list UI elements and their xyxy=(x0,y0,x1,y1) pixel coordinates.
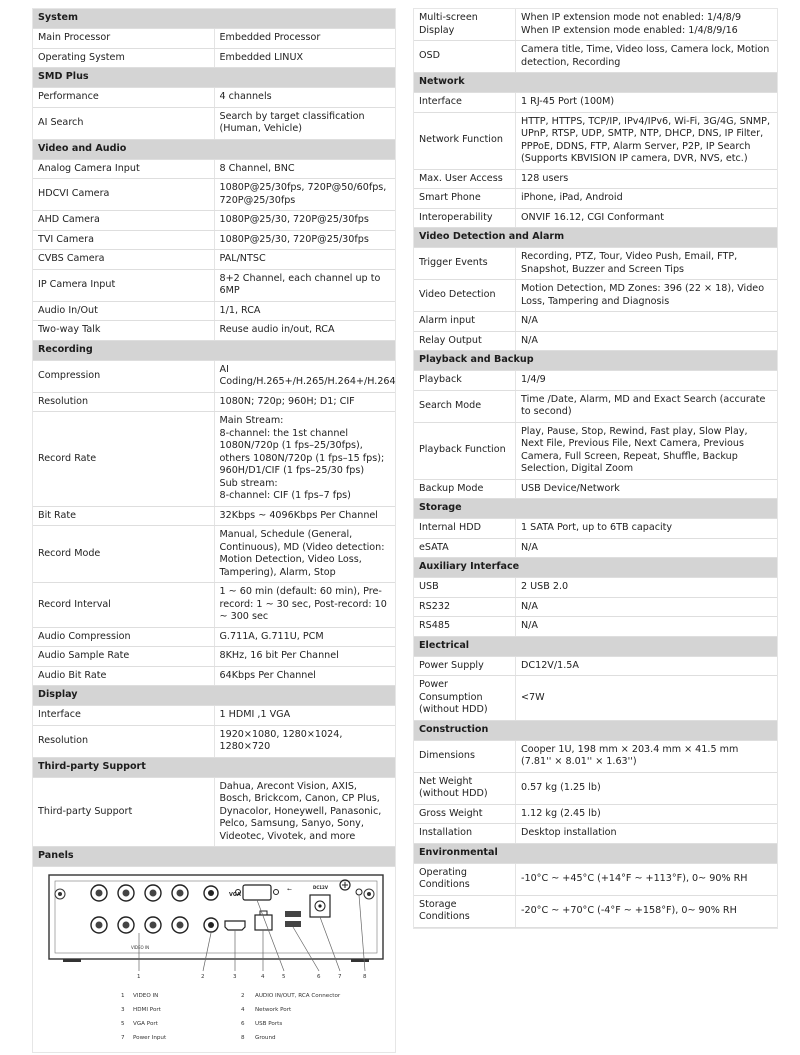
spec-label: Two-way Talk xyxy=(33,321,214,341)
svg-text:Network Port: Network Port xyxy=(255,1007,292,1013)
spec-value: Dahua, Arecont Vision, AXIS, Bosch, Brickcom, Canon, CP Plus, Dynacolor, Honeywell, Panasonic, Pelco, Samsung, Sanyo, Sony, Videotec, Vivotek, and more xyxy=(214,777,395,847)
section-header-recording xyxy=(33,340,395,360)
section-header-system xyxy=(33,9,395,29)
spec-label: RS485 xyxy=(414,617,516,637)
spec-row-internal-hdd xyxy=(414,519,777,539)
spec-label: Internal HDD xyxy=(414,519,516,539)
svg-text:AUDIO IN/OUT, RCA Connector: AUDIO IN/OUT, RCA Connector xyxy=(255,993,341,999)
spec-label: TVI Camera xyxy=(33,230,214,250)
spec-label: Multi-screen Display xyxy=(414,9,516,41)
spec-label: Search Mode xyxy=(414,390,516,422)
spec-value: 8+2 Channel, each channel up to 6MP xyxy=(214,269,395,301)
vga-port-label: VGA xyxy=(229,892,241,898)
spec-value: N/A xyxy=(516,597,778,617)
spec-value: Reuse audio in/out, RCA xyxy=(214,321,395,341)
spec-row-audio-compression xyxy=(33,627,395,647)
callout-2: 2 xyxy=(201,974,205,980)
usb-symbol-icon: ⭠ xyxy=(287,886,292,893)
section-title: Construction xyxy=(414,720,777,740)
spec-value: 128 users xyxy=(516,169,778,189)
svg-text:6: 6 xyxy=(241,1021,245,1027)
spec-label: RS232 xyxy=(414,597,516,617)
svg-text:HDMI Port: HDMI Port xyxy=(133,1007,161,1013)
panel-legend xyxy=(121,993,341,1041)
spec-label: Main Processor xyxy=(33,29,214,49)
spec-value: Recording, PTZ, Tour, Video Push, Email, FTP, Snapshot, Buzzer and Screen Tips xyxy=(516,248,778,280)
spec-row-performance xyxy=(33,88,395,108)
spec-value: DC12V/1.5A xyxy=(516,656,778,676)
section-header-construction xyxy=(414,720,777,740)
svg-text:Ground: Ground xyxy=(255,1035,276,1041)
spec-label: Dimensions xyxy=(414,740,516,772)
spec-value: Time /Date, Alarm, MD and Exact Search (accurate to second) xyxy=(516,390,778,422)
section-title: Auxiliary Interface xyxy=(414,558,777,578)
spec-label: CVBS Camera xyxy=(33,250,214,270)
spec-label: Audio In/Out xyxy=(33,301,214,321)
spec-value: AI Coding/H.265+/H.265/H.264+/H.264 xyxy=(214,360,395,392)
callout-5: 5 xyxy=(282,974,286,980)
svg-text:5: 5 xyxy=(121,1021,125,1027)
spec-value: USB Device/Network xyxy=(516,479,778,499)
section-title: System xyxy=(33,9,395,29)
spec-row-operating-conditions xyxy=(414,863,777,895)
spec-label: OSD xyxy=(414,41,516,73)
spec-row-playback-function xyxy=(414,422,777,479)
section-title: Video and Audio xyxy=(33,139,395,159)
screw-icon xyxy=(367,892,371,896)
spec-value: N/A xyxy=(516,538,778,558)
spec-label: Max. User Access xyxy=(414,169,516,189)
spec-row-ahd-camera xyxy=(33,211,395,231)
spec-row-record-mode xyxy=(33,526,395,583)
spec-label: Performance xyxy=(33,88,214,108)
spec-row-power-supply xyxy=(414,656,777,676)
spec-row-rs485 xyxy=(414,617,777,637)
spec-value: Search by target classification (Human, Vehicle) xyxy=(214,107,395,139)
spec-label: Gross Weight xyxy=(414,804,516,824)
spec-row-ai-search xyxy=(33,107,395,139)
section-header-playback-and-backup xyxy=(414,351,777,371)
right-spec-table xyxy=(414,9,777,928)
spec-value: 8KHz, 16 bit Per Channel xyxy=(214,647,395,667)
spec-row-power-consumption-without-hdd xyxy=(414,676,777,721)
spec-value: -20°C ~ +70°C (-4°F ~ +158°F), 0~ 90% RH xyxy=(516,895,778,927)
callout-4: 4 xyxy=(261,974,265,980)
spec-value: 1 RJ-45 Port (100M) xyxy=(516,93,778,113)
spec-label: Playback Function xyxy=(414,422,516,479)
spec-row-max-user-access xyxy=(414,169,777,189)
spec-label: Trigger Events xyxy=(414,248,516,280)
callout-numbers xyxy=(137,974,367,980)
spec-label: Video Detection xyxy=(414,280,516,312)
spec-label: Record Rate xyxy=(33,412,214,507)
spec-row-audio-in-out xyxy=(33,301,395,321)
spec-value: 4 channels xyxy=(214,88,395,108)
spec-value: 1 HDMI ,1 VGA xyxy=(214,706,395,726)
spec-value: When IP extension mode not enabled: 1/4/8/9 When IP extension mode enabled: 1/4/8/9/16 xyxy=(516,9,778,41)
spec-value: ONVIF 16.12, CGI Conformant xyxy=(516,208,778,228)
spec-value: 1/1, RCA xyxy=(214,301,395,321)
svg-text:VIDEO IN: VIDEO IN xyxy=(133,993,159,999)
spec-label: Resolution xyxy=(33,392,214,412)
spec-row-audio-sample-rate xyxy=(33,647,395,667)
spec-value: G.711A, G.711U, PCM xyxy=(214,627,395,647)
spec-row-relay-output xyxy=(414,331,777,351)
spec-row-cvbs-camera xyxy=(33,250,395,270)
spec-label: Installation xyxy=(414,824,516,844)
spec-row-interoperability xyxy=(414,208,777,228)
spec-label: Storage Conditions xyxy=(414,895,516,927)
spec-value: 32Kbps ~ 4096Kbps Per Channel xyxy=(214,506,395,526)
spec-label: Operating System xyxy=(33,48,214,68)
spec-value: HTTP, HTTPS, TCP/IP, IPv4/IPv6, Wi-Fi, 3G/4G, SNMP, UPnP, RTSP, UDP, SMTP, NTP, DHCP, DNS, IP Filter, PPPoE, DDNS, FTP, Alarm Server, P2P, IP Search (Supports KBVISION IP camera, DVR, NVS, etc.) xyxy=(516,112,778,169)
section-title: Storage xyxy=(414,499,777,519)
spec-label: Alarm input xyxy=(414,312,516,332)
spec-label: Resolution xyxy=(33,725,214,757)
section-title: Panels xyxy=(33,847,395,867)
section-header-third-party-support xyxy=(33,757,395,777)
spec-value: Motion Detection, MD Zones: 396 (22 × 18), Video Loss, Tampering and Diagnosis xyxy=(516,280,778,312)
spec-label: Interoperability xyxy=(414,208,516,228)
spec-row-record-rate xyxy=(33,412,395,507)
spec-value: Play, Pause, Stop, Rewind, Fast play, Slow Play, Next File, Previous File, Next Camera, Previous Camera, Full Screen, Repeat, Shuffle, Backup Selection, Digital Zoom xyxy=(516,422,778,479)
spec-row-smart-phone xyxy=(414,189,777,209)
spec-row-alarm-input xyxy=(414,312,777,332)
spec-value: Camera title, Time, Video loss, Camera lock, Motion detection, Recording xyxy=(516,41,778,73)
section-header-auxiliary-interface xyxy=(414,558,777,578)
spec-value: N/A xyxy=(516,617,778,637)
rear-panel-diagram xyxy=(33,867,395,1052)
spec-row-bit-rate xyxy=(33,506,395,526)
section-header-network xyxy=(414,73,777,93)
section-title: SMD Plus xyxy=(33,68,395,88)
spec-value: Manual, Schedule (General, Continuous), MD (Video detection: Motion Detection, Video Loss, Tampering), Alarm, Stop xyxy=(214,526,395,583)
section-header-storage xyxy=(414,499,777,519)
spec-label: Net Weight (without HDD) xyxy=(414,772,516,804)
svg-text:Power Input: Power Input xyxy=(133,1035,167,1041)
spec-row-esata xyxy=(414,538,777,558)
spec-label: eSATA xyxy=(414,538,516,558)
spec-label: Playback xyxy=(414,371,516,391)
section-title: Recording xyxy=(33,340,395,360)
spec-value: iPhone, iPad, Android xyxy=(516,189,778,209)
spec-row-dimensions xyxy=(414,740,777,772)
spec-value: Main Stream: 8-channel: the 1st channel 1080N/720p (1 fps–25/30fps), others 1080N/720p (1 fps–15 fps); 960H/D1/CIF (1 fps–25/30 fps) Sub stream: 8-channel: CIF (1 fps–7 fps) xyxy=(214,412,395,507)
svg-text:3: 3 xyxy=(121,1007,125,1013)
left-spec-column xyxy=(32,8,396,1053)
rear-panel-figure xyxy=(33,867,395,1052)
section-header-display xyxy=(33,686,395,706)
spec-value: N/A xyxy=(516,312,778,332)
spec-value: 1.12 kg (2.45 lb) xyxy=(516,804,778,824)
spec-row-installation xyxy=(414,824,777,844)
callout-6: 6 xyxy=(317,974,321,980)
section-title: Network xyxy=(414,73,777,93)
spec-row-interface xyxy=(414,93,777,113)
spec-value: 1/4/9 xyxy=(516,371,778,391)
spec-value: 1920×1080, 1280×1024, 1280×720 xyxy=(214,725,395,757)
spec-label: USB xyxy=(414,578,516,598)
spec-row-backup-mode xyxy=(414,479,777,499)
dc-port-label: DC12V xyxy=(313,885,328,890)
spec-label: AHD Camera xyxy=(33,211,214,231)
spec-label: Relay Output xyxy=(414,331,516,351)
section-header-video-and-audio xyxy=(33,139,395,159)
spec-row-net-weight-without-hdd xyxy=(414,772,777,804)
section-title: Third-party Support xyxy=(33,757,395,777)
spec-label: Power Consumption (without HDD) xyxy=(414,676,516,721)
section-header-environmental xyxy=(414,843,777,863)
spec-label: Compression xyxy=(33,360,214,392)
spec-value: 64Kbps Per Channel xyxy=(214,666,395,686)
spec-row-compression xyxy=(33,360,395,392)
spec-value: 8 Channel, BNC xyxy=(214,159,395,179)
spec-label: Audio Sample Rate xyxy=(33,647,214,667)
spec-row-playback xyxy=(414,371,777,391)
spec-row-osd xyxy=(414,41,777,73)
spec-value: Desktop installation xyxy=(516,824,778,844)
spec-value: Embedded Processor xyxy=(214,29,395,49)
spec-value: N/A xyxy=(516,331,778,351)
spec-label: Network Function xyxy=(414,112,516,169)
spec-label: Analog Camera Input xyxy=(33,159,214,179)
spec-row-network-function xyxy=(414,112,777,169)
spec-row-operating-system xyxy=(33,48,395,68)
spec-row-interface xyxy=(33,706,395,726)
spec-row-two-way-talk xyxy=(33,321,395,341)
spec-value: 1080N; 720p; 960H; D1; CIF xyxy=(214,392,395,412)
spec-value: 1080P@25/30, 720P@25/30fps xyxy=(214,230,395,250)
spec-row-hdcvi-camera xyxy=(33,179,395,211)
section-title: Video Detection and Alarm xyxy=(414,228,777,248)
spec-value: -10°C ~ +45°C (+14°F ~ +113°F), 0~ 90% RH xyxy=(516,863,778,895)
spec-row-resolution xyxy=(33,392,395,412)
spec-value: Embedded LINUX xyxy=(214,48,395,68)
section-header-electrical xyxy=(414,636,777,656)
spec-row-third-party-support xyxy=(33,777,395,847)
spec-row-resolution xyxy=(33,725,395,757)
spec-label: AI Search xyxy=(33,107,214,139)
section-header-video-detection-and-alarm xyxy=(414,228,777,248)
svg-text:USB Ports: USB Ports xyxy=(255,1021,283,1027)
spec-value: 0.57 kg (1.25 lb) xyxy=(516,772,778,804)
section-title: Electrical xyxy=(414,636,777,656)
svg-text:8: 8 xyxy=(241,1035,245,1041)
svg-text:4: 4 xyxy=(241,1007,245,1013)
svg-text:VGA Port: VGA Port xyxy=(133,1021,158,1027)
left-spec-table xyxy=(33,9,395,867)
spec-label: Operating Conditions xyxy=(414,863,516,895)
spec-label: Power Supply xyxy=(414,656,516,676)
spec-label: Third-party Support xyxy=(33,777,214,847)
section-title: Environmental xyxy=(414,843,777,863)
section-header-smd-plus xyxy=(33,68,395,88)
section-title: Display xyxy=(33,686,395,706)
svg-text:2: 2 xyxy=(241,993,245,999)
spec-label: HDCVI Camera xyxy=(33,179,214,211)
spec-value: 1080P@25/30fps, 720P@50/60fps, 720P@25/30fps xyxy=(214,179,395,211)
usb-port-icon xyxy=(285,911,301,917)
spec-row-tvi-camera xyxy=(33,230,395,250)
right-spec-column xyxy=(413,8,778,929)
video-in-port-label: VIDEO IN xyxy=(131,945,150,950)
spec-value: 1 SATA Port, up to 6TB capacity xyxy=(516,519,778,539)
spec-row-main-processor xyxy=(33,29,395,49)
callout-3: 3 xyxy=(233,974,237,980)
spec-row-storage-conditions xyxy=(414,895,777,927)
spec-label: Audio Compression xyxy=(33,627,214,647)
spec-row-usb xyxy=(414,578,777,598)
spec-label: Interface xyxy=(414,93,516,113)
spec-value: <7W xyxy=(516,676,778,721)
spec-row-audio-bit-rate xyxy=(33,666,395,686)
section-header-panels xyxy=(33,847,395,867)
section-title: Playback and Backup xyxy=(414,351,777,371)
callout-1: 1 xyxy=(137,974,141,980)
spec-value: 1 ~ 60 min (default: 60 min), Pre-record: 1 ~ 30 sec, Post-record: 10 ~ 300 sec xyxy=(214,583,395,628)
spec-label: Audio Bit Rate xyxy=(33,666,214,686)
spec-row-search-mode xyxy=(414,390,777,422)
screw-icon xyxy=(58,892,62,896)
spec-label: Record Mode xyxy=(33,526,214,583)
spec-row-trigger-events xyxy=(414,248,777,280)
usb-port-icon xyxy=(285,921,301,927)
spec-label: Interface xyxy=(33,706,214,726)
spec-row-ip-camera-input xyxy=(33,269,395,301)
spec-row-video-detection xyxy=(414,280,777,312)
spec-value: PAL/NTSC xyxy=(214,250,395,270)
spec-row-rs232 xyxy=(414,597,777,617)
spec-label: IP Camera Input xyxy=(33,269,214,301)
spec-row-multi-screen-display xyxy=(414,9,777,41)
callout-8: 8 xyxy=(363,974,367,980)
spec-label: Bit Rate xyxy=(33,506,214,526)
spec-value: 2 USB 2.0 xyxy=(516,578,778,598)
spec-value: 1080P@25/30, 720P@25/30fps xyxy=(214,211,395,231)
spec-row-analog-camera-input xyxy=(33,159,395,179)
svg-text:7: 7 xyxy=(121,1035,125,1041)
spec-label: Smart Phone xyxy=(414,189,516,209)
spec-value: Cooper 1U, 198 mm × 203.4 mm × 41.5 mm (7.81'' × 8.01'' × 1.63'') xyxy=(516,740,778,772)
spec-row-gross-weight xyxy=(414,804,777,824)
callout-7: 7 xyxy=(338,974,342,980)
svg-text:1: 1 xyxy=(121,993,125,999)
spec-label: Record Interval xyxy=(33,583,214,628)
spec-label: Backup Mode xyxy=(414,479,516,499)
spec-row-record-interval xyxy=(33,583,395,628)
